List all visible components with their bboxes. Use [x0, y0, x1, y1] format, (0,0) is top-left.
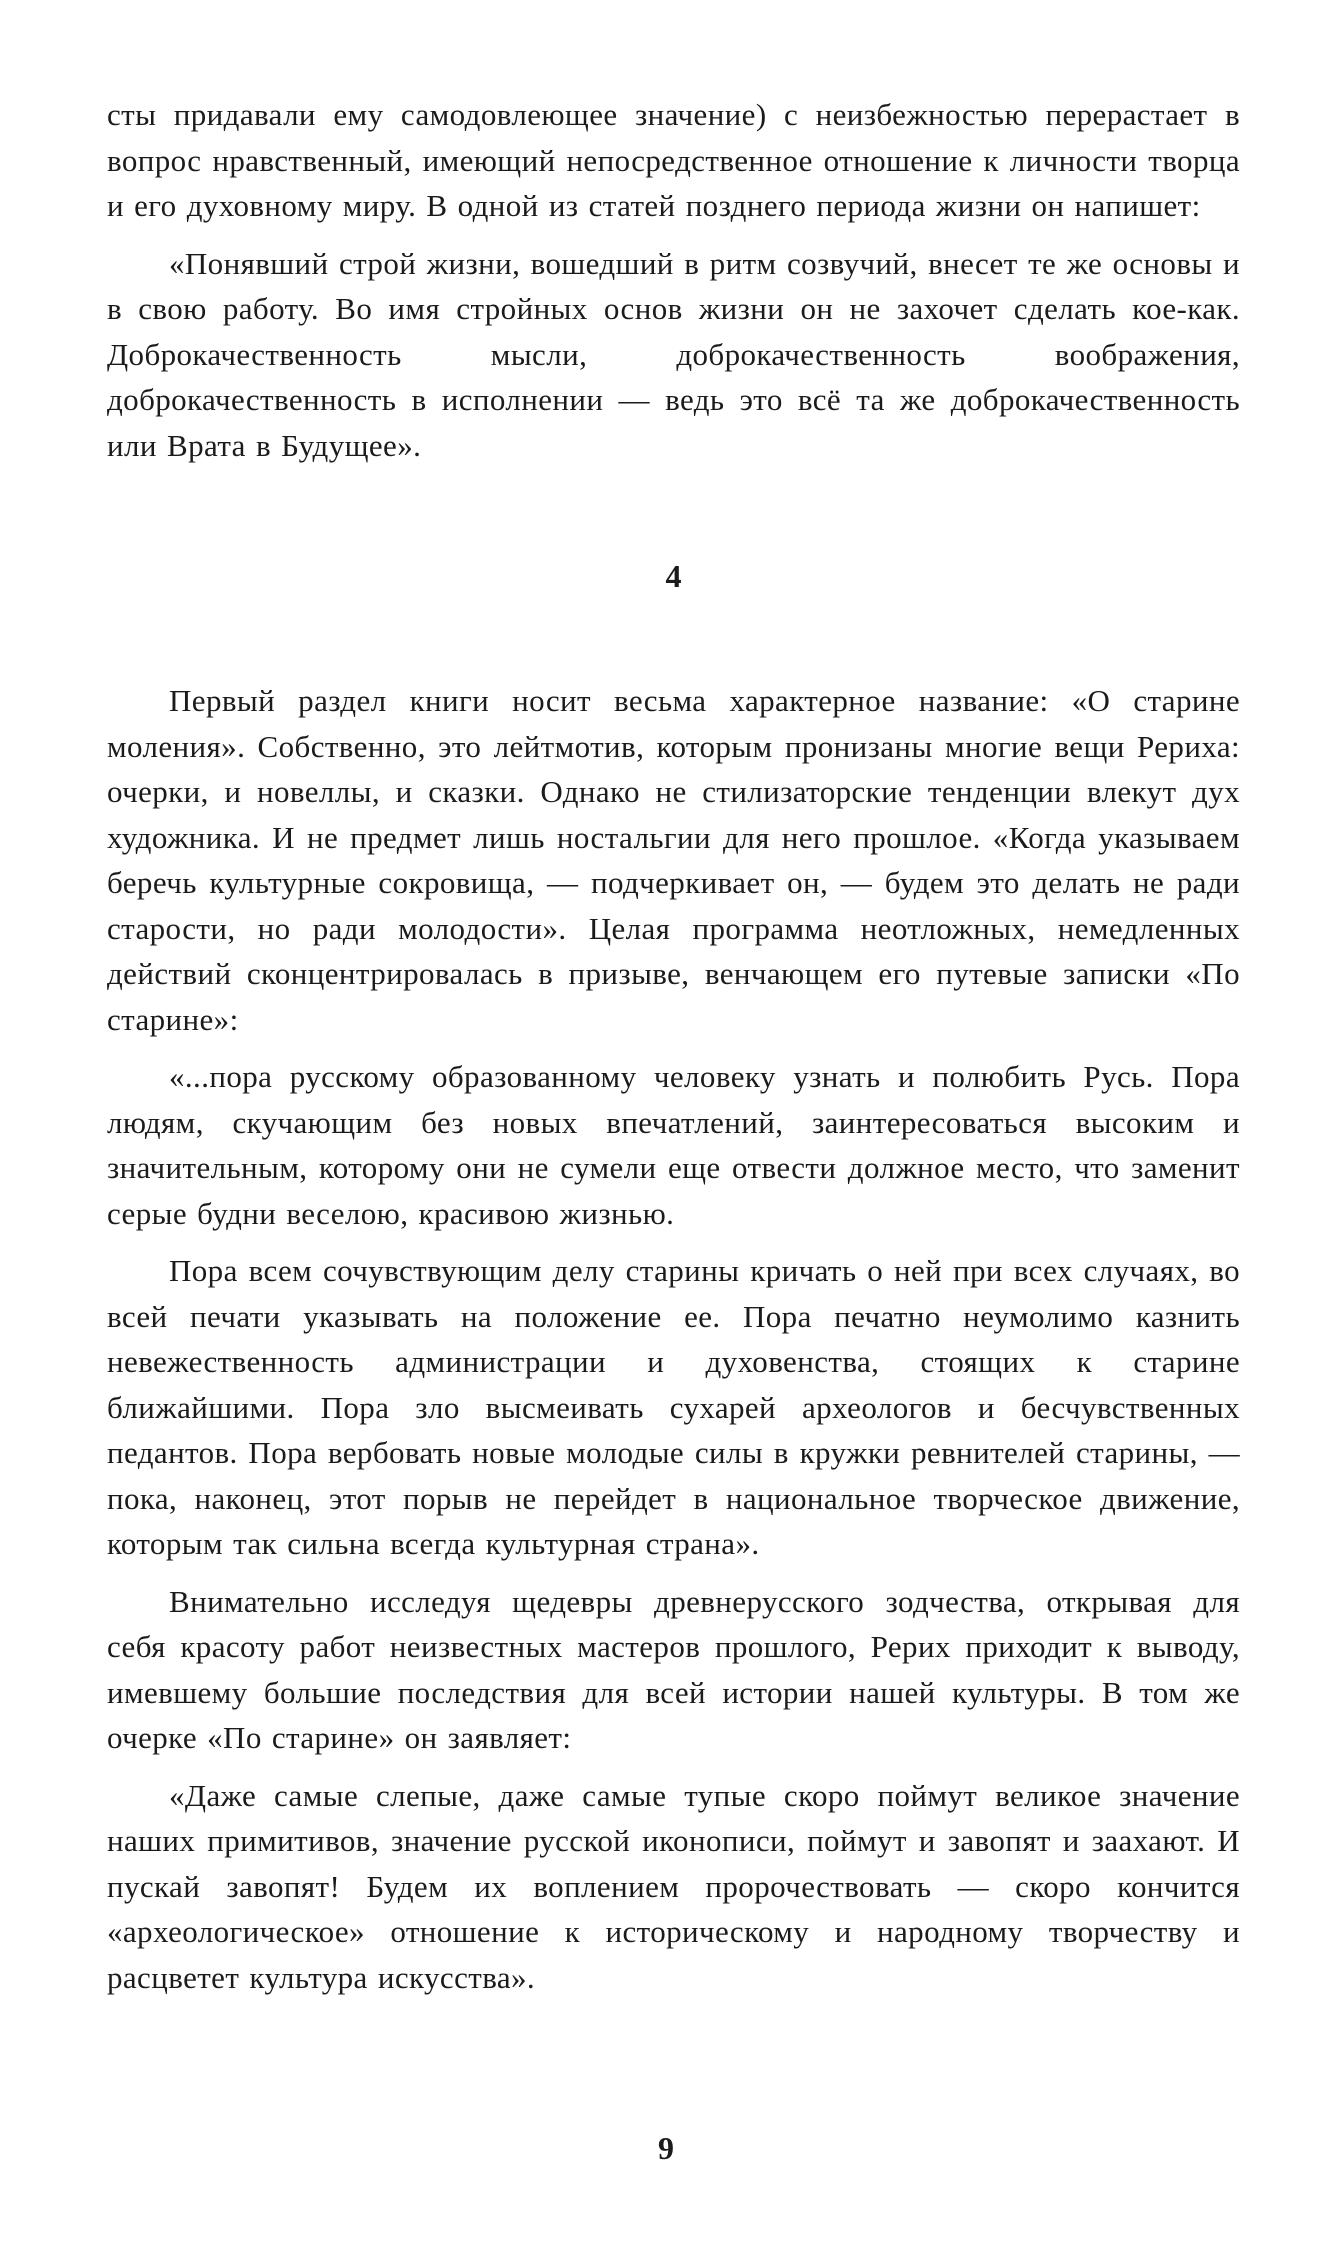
quote-paragraph: «...пора русскому образованному человеку узнать и полюбить Русь. Пора людям, скучающим без новых впечатлений, заинтересоваться высоким и значительным, которому они не сумели еще отвести должное место, что заменит серые будни веселою, красивою жизнью.	[107, 1059, 1240, 1231]
quote-paragraph: Пора всем сочувствующим делу старины кричать о ней при всех случаях, во всей печати указывать на положение ее. Пора печатно неумолимо казнить невежественность администрации и духовенства, стоящих к старине ближайшими. Пора зло высмеивать сухарей археологов и бесчувственных педантов. Пора вербовать новые молодые силы в кружки ревнителей старины, — пока, наконец, этот порыв не перейдет в национальное творческое движение, которым так сильна всегда культурная страна».	[107, 1253, 1240, 1561]
quote-paragraph: «Даже самые слепые, даже самые тупые скоро поймут великое значение наших примитивов, значение русской иконописи, поймут и завопят и заахают. И пускай завопят! Будем их воплением пророчествовать — скоро кончится «археологическое» отношение к историческому и народному творчеству и расцветет культура искусства».	[107, 1777, 1240, 1995]
section-number: 4	[665, 558, 682, 594]
paragraph: Первый раздел книги носит весьма характерное название: «О старине моления». Собственно, это лейтмотив, которым пронизаны многие вещи Рериха: очерки, и новеллы, и сказки. Однако не стилизаторские тенденции влекут дух художника. И не предмет лишь ностальгии для него прошлое. «Когда указываем беречь культурные сокровища, — подчеркивает он, — будем это делать не ради старости, но ради молодости». Целая программа неотложных, немедленных действий сконцентрировалась в призыве, венчающем его путевые записки «По старине»:	[107, 683, 1240, 1037]
quote-paragraph: «Понявший строй жизни, вошедший в ритм созвучий, внесет те же основы и в свою работу. Во имя стройных основ жизни он не захочет сделать кое-как. Доброкачественность мысли, доброкачественность воображения, доброкачественность в исполнении — ведь это всё та же доброкачественность или Врата в Будущее».	[107, 245, 1240, 463]
paragraph-continuation: сты придавали ему самодовлеющее значение) с неизбежностью перерастает в вопрос нравственный, имеющий непосредственное отношение к личности творца и его духовному миру. В одной из статей позднего периода жизни он напишет:	[107, 97, 1240, 223]
page-number: 9	[658, 2130, 674, 2166]
page-body	[107, 92, 1240, 2000]
paragraph: Внимательно исследуя щедевры древнерусского зодчества, открывая для себя красоту работ неизвестных мастеров прошлого, Рерих приходит к выводу, имевшему большие последствия для всей истории нашей культуры. В том же очерке «По старине» он заявляет:	[107, 1583, 1240, 1755]
